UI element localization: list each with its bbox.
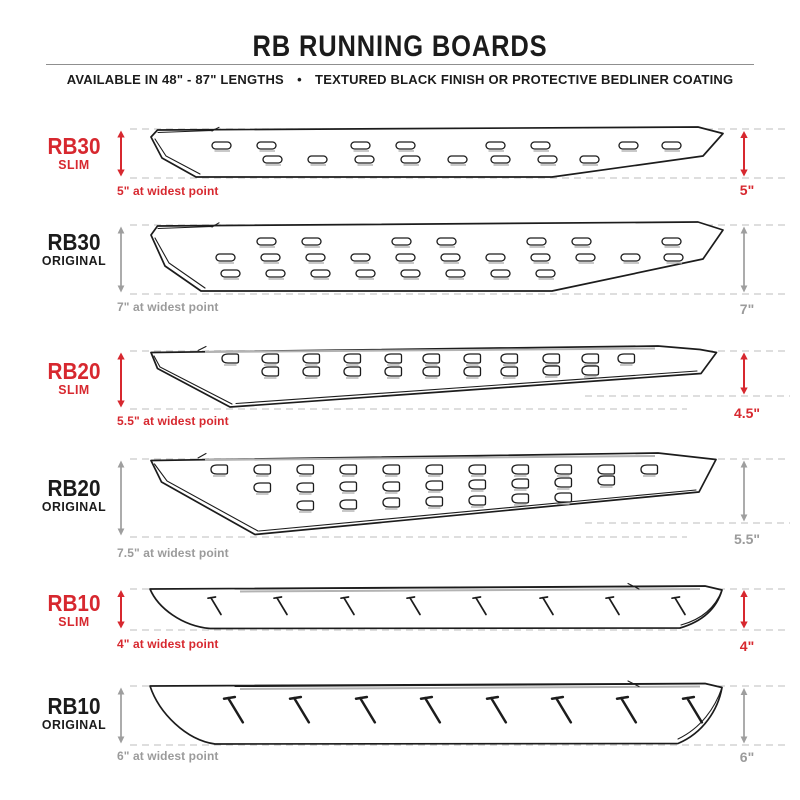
rb30-slim-board-outline xyxy=(151,127,723,177)
model-name: RB30 xyxy=(47,133,101,159)
rb10-slim-right-height-arrow xyxy=(740,590,747,629)
right-measure-rb10-original: 6" xyxy=(739,749,755,765)
rb30-original-right-height-arrow xyxy=(741,227,748,293)
model-variant: SLIM xyxy=(58,614,90,629)
right-measure-rb30-slim: 5" xyxy=(739,182,755,198)
rb30-original-drawing xyxy=(118,222,790,294)
rb10-slim-drawing xyxy=(117,584,790,631)
right-measure-rb20-original: 5.5" xyxy=(733,531,761,547)
page-title: RB RUNNING BOARDS xyxy=(252,30,548,63)
rb20-original-drawing xyxy=(118,453,790,537)
model-label-rb20-original xyxy=(28,477,120,514)
widest-point-caption-rb20-slim: 5.5" at widest point xyxy=(117,414,229,428)
rb30-slim-right-height-arrow xyxy=(740,131,747,177)
model-name: RB20 xyxy=(47,475,101,501)
widest-point-caption-rb20-original: 7.5" at widest point xyxy=(117,546,229,560)
widest-point-caption-rb30-slim: 5" at widest point xyxy=(117,184,219,198)
model-label-rb20-slim xyxy=(28,360,120,397)
rb20-original-right-height-arrow xyxy=(741,461,748,522)
model-name: RB20 xyxy=(47,358,101,384)
model-variant: SLIM xyxy=(58,157,90,172)
rb30-slim-drawing xyxy=(117,127,790,178)
widest-point-caption-rb10-slim: 4" at widest point xyxy=(117,637,219,651)
rb10-original-drawing xyxy=(118,681,790,745)
model-name: RB10 xyxy=(47,590,101,616)
model-label-rb30-slim xyxy=(28,135,120,172)
rb10-original-right-height-arrow xyxy=(741,688,748,744)
rb10-slim-board-outline xyxy=(150,586,722,629)
right-measure-rb20-slim: 4.5" xyxy=(733,405,761,421)
model-label-rb10-original xyxy=(28,695,120,732)
model-name: RB10 xyxy=(47,693,101,719)
right-measure-rb30-original: 7" xyxy=(739,301,755,317)
model-variant: ORIGINAL xyxy=(41,499,107,514)
page-subtitle: AVAILABLE IN 48" - 87" LENGTHS • TEXTURED BLACK FINISH OR PROTECTIVE BEDLINER COATING xyxy=(66,72,734,87)
model-variant: ORIGINAL xyxy=(41,717,107,732)
rb20-slim-drawing xyxy=(117,346,790,409)
model-label-rb30-original xyxy=(28,231,120,268)
model-variant: SLIM xyxy=(58,382,90,397)
model-label-rb10-slim xyxy=(28,592,120,629)
right-measure-rb10-slim: 4" xyxy=(739,638,755,654)
model-name: RB30 xyxy=(47,229,101,255)
rb20-slim-right-height-arrow xyxy=(740,353,747,395)
model-variant: ORIGINAL xyxy=(41,253,107,268)
widest-point-caption-rb30-original: 7" at widest point xyxy=(117,300,219,314)
widest-point-caption-rb10-original: 6" at widest point xyxy=(117,749,219,763)
